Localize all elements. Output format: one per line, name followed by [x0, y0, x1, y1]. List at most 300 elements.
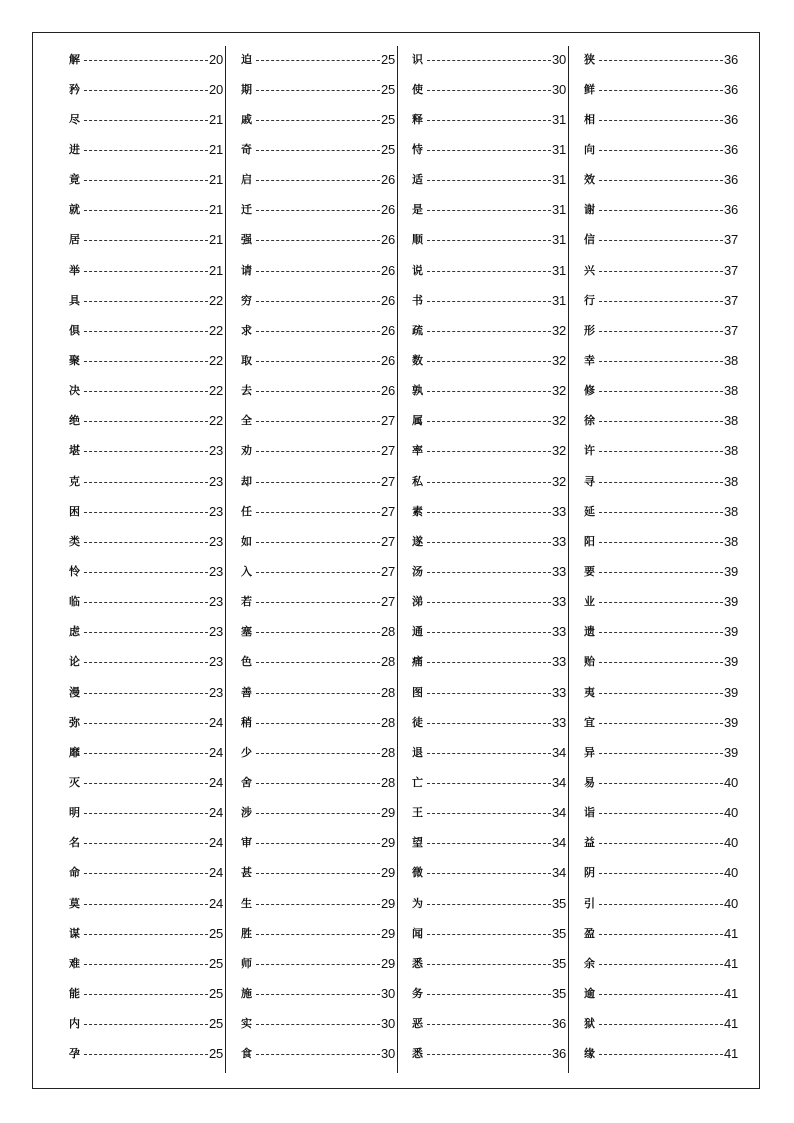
index-entry[interactable] [412, 255, 566, 285]
dot-leader [256, 391, 380, 392]
index-entry[interactable] [412, 767, 566, 797]
index-entry[interactable] [241, 195, 395, 225]
index-character: 俱 [69, 323, 80, 337]
index-entry[interactable] [412, 134, 566, 164]
index-entry[interactable] [69, 104, 223, 134]
index-entry[interactable] [584, 737, 738, 767]
index-entry[interactable] [241, 436, 395, 466]
index-character: 适 [412, 173, 423, 187]
index-entry[interactable] [69, 647, 223, 677]
index-entry[interactable] [412, 798, 566, 828]
index-entry[interactable] [584, 1039, 738, 1069]
index-entry[interactable] [412, 677, 566, 707]
index-character: 举 [69, 263, 80, 277]
index-entry[interactable] [69, 315, 223, 345]
index-entry[interactable] [584, 225, 738, 255]
index-character: 悉 [412, 956, 423, 970]
dot-leader [84, 934, 208, 935]
dot-leader [84, 391, 208, 392]
page-number: 25 [208, 1016, 223, 1032]
index-entry[interactable] [241, 647, 395, 677]
index-character: 相 [584, 112, 595, 126]
index-entry[interactable] [241, 44, 395, 74]
index-character: 师 [241, 956, 252, 970]
index-character: 莫 [69, 896, 80, 910]
dot-leader [427, 873, 551, 874]
index-entry[interactable] [412, 44, 566, 74]
index-entry[interactable] [69, 466, 223, 496]
index-entry[interactable] [241, 165, 395, 195]
index-entry[interactable] [69, 44, 223, 74]
index-entry[interactable] [241, 225, 395, 255]
index-character: 行 [584, 293, 595, 307]
page-number: 23 [208, 473, 223, 489]
index-entry[interactable] [412, 1009, 566, 1039]
index-entry[interactable] [584, 707, 738, 737]
column-divider [397, 46, 398, 1073]
index-character: 尽 [69, 112, 80, 126]
index-character: 实 [241, 1017, 252, 1031]
index-entry[interactable] [69, 376, 223, 406]
index-entry[interactable] [241, 496, 395, 526]
page-number: 23 [208, 533, 223, 549]
page-number: 28 [380, 624, 395, 640]
page-number: 34 [551, 805, 566, 821]
index-entry[interactable] [412, 1039, 566, 1069]
dot-leader [256, 512, 380, 513]
index-entry[interactable] [69, 677, 223, 707]
page-number: 25 [380, 81, 395, 97]
index-entry[interactable] [69, 617, 223, 647]
index-character: 易 [584, 775, 595, 789]
index-entry[interactable] [69, 406, 223, 436]
index-entry[interactable] [241, 858, 395, 888]
index-entry[interactable] [412, 285, 566, 315]
dot-leader [599, 512, 723, 513]
index-entry[interactable] [412, 195, 566, 225]
index-entry[interactable] [584, 556, 738, 586]
page-number: 29 [380, 955, 395, 971]
index-character: 徒 [412, 715, 423, 729]
index-character: 属 [412, 414, 423, 428]
page-number: 27 [380, 563, 395, 579]
dot-leader [599, 843, 723, 844]
page-number: 21 [208, 232, 223, 248]
index-entry[interactable] [241, 978, 395, 1008]
index-entry[interactable] [69, 225, 223, 255]
index-entry[interactable] [412, 315, 566, 345]
index-character: 启 [241, 173, 252, 187]
index-entry[interactable] [241, 74, 395, 104]
index-character: 狭 [584, 52, 595, 66]
dot-leader [599, 813, 723, 814]
page-number: 26 [380, 322, 395, 338]
page-number: 40 [723, 774, 738, 790]
index-entry[interactable] [69, 255, 223, 285]
index-entry[interactable] [412, 496, 566, 526]
dot-leader [599, 783, 723, 784]
index-entry[interactable] [412, 165, 566, 195]
index-entry[interactable] [412, 466, 566, 496]
index-character: 穷 [241, 293, 252, 307]
page-number: 36 [551, 1046, 566, 1062]
index-character: 闻 [412, 926, 423, 940]
dot-leader [427, 753, 551, 754]
page-number: 36 [723, 111, 738, 127]
index-entry[interactable] [584, 195, 738, 225]
index-entry[interactable] [412, 376, 566, 406]
index-character: 信 [584, 233, 595, 247]
page-number: 23 [208, 443, 223, 459]
dot-leader [84, 723, 208, 724]
dot-leader [427, 1024, 551, 1025]
index-character: 少 [241, 745, 252, 759]
index-entry[interactable] [584, 1009, 738, 1039]
index-entry[interactable] [69, 1039, 223, 1069]
dot-leader [427, 512, 551, 513]
index-character: 遗 [584, 625, 595, 639]
index-entry[interactable] [412, 647, 566, 677]
index-entry[interactable] [69, 285, 223, 315]
index-character: 困 [69, 504, 80, 518]
index-entry[interactable] [241, 587, 395, 617]
index-entry[interactable] [69, 888, 223, 918]
index-entry[interactable] [69, 556, 223, 586]
page-number: 30 [380, 985, 395, 1001]
page-number: 33 [551, 684, 566, 700]
dot-leader [599, 361, 723, 362]
index-character: 幸 [584, 353, 595, 367]
index-entry[interactable] [584, 376, 738, 406]
dot-leader [84, 150, 208, 151]
dot-leader [427, 421, 551, 422]
index-entry[interactable] [241, 376, 395, 406]
dot-leader [427, 60, 551, 61]
dot-leader [427, 150, 551, 151]
index-entry[interactable] [584, 828, 738, 858]
index-entry[interactable] [412, 828, 566, 858]
index-entry[interactable] [584, 255, 738, 285]
page-number: 27 [380, 503, 395, 519]
page-number: 32 [551, 322, 566, 338]
page-number: 23 [208, 624, 223, 640]
dot-leader [599, 90, 723, 91]
dot-leader [599, 602, 723, 603]
index-column-2 [241, 44, 395, 1069]
index-entry[interactable] [241, 767, 395, 797]
index-entry[interactable] [584, 285, 738, 315]
page-number: 40 [723, 865, 738, 881]
dot-leader [599, 662, 723, 663]
index-entry[interactable] [241, 828, 395, 858]
index-entry[interactable] [584, 74, 738, 104]
page-number: 31 [551, 262, 566, 278]
dot-leader [427, 783, 551, 784]
index-entry[interactable] [412, 737, 566, 767]
index-character: 释 [412, 112, 423, 126]
index-entry[interactable] [241, 1039, 395, 1069]
page-number: 26 [380, 262, 395, 278]
index-entry[interactable] [69, 587, 223, 617]
dot-leader [84, 542, 208, 543]
page-number: 37 [723, 322, 738, 338]
index-character: 图 [412, 685, 423, 699]
page-number: 21 [208, 111, 223, 127]
index-entry[interactable] [412, 406, 566, 436]
page-number: 37 [723, 232, 738, 248]
index-character: 就 [69, 203, 80, 217]
index-character: 宜 [584, 715, 595, 729]
dot-leader [256, 693, 380, 694]
page-number: 35 [551, 925, 566, 941]
index-character: 孰 [412, 384, 423, 398]
index-entry[interactable] [241, 104, 395, 134]
dot-leader [256, 753, 380, 754]
index-entry[interactable] [69, 737, 223, 767]
dot-leader [84, 90, 208, 91]
page-number: 25 [380, 51, 395, 67]
index-entry[interactable] [584, 798, 738, 828]
dot-leader [599, 994, 723, 995]
page-number: 21 [208, 141, 223, 157]
page-number: 23 [208, 503, 223, 519]
index-entry[interactable] [412, 225, 566, 255]
index-character: 却 [241, 474, 252, 488]
page-number: 28 [380, 714, 395, 730]
index-entry[interactable] [412, 436, 566, 466]
index-character: 恶 [412, 1017, 423, 1031]
index-entry[interactable] [412, 918, 566, 948]
index-entry[interactable] [241, 948, 395, 978]
index-entry[interactable] [69, 707, 223, 737]
index-entry[interactable] [584, 496, 738, 526]
index-entry[interactable] [69, 918, 223, 948]
index-entry[interactable] [69, 436, 223, 466]
index-entry[interactable] [584, 677, 738, 707]
index-character: 临 [69, 595, 80, 609]
index-entry[interactable] [584, 888, 738, 918]
index-entry[interactable] [241, 556, 395, 586]
dot-leader [256, 813, 380, 814]
index-entry[interactable] [584, 436, 738, 466]
index-entry[interactable] [69, 134, 223, 164]
dot-leader [84, 873, 208, 874]
index-entry[interactable] [241, 526, 395, 556]
index-character: 怜 [69, 564, 80, 578]
index-entry[interactable] [584, 134, 738, 164]
index-entry[interactable] [584, 44, 738, 74]
dot-leader [427, 120, 551, 121]
index-entry[interactable] [584, 647, 738, 677]
index-entry[interactable] [69, 948, 223, 978]
page-number: 24 [208, 835, 223, 851]
page-number: 29 [380, 835, 395, 851]
index-entry[interactable] [412, 707, 566, 737]
dot-leader [427, 994, 551, 995]
dot-leader [256, 60, 380, 61]
index-character: 徐 [584, 414, 595, 428]
index-entry[interactable] [241, 798, 395, 828]
index-entry[interactable] [412, 978, 566, 1008]
index-column-1 [69, 44, 223, 1069]
index-entry[interactable] [412, 556, 566, 586]
index-character: 务 [412, 986, 423, 1000]
index-entry[interactable] [412, 74, 566, 104]
index-character: 灭 [69, 775, 80, 789]
page-number: 22 [208, 322, 223, 338]
index-character: 迫 [241, 52, 252, 66]
page-number: 28 [380, 774, 395, 790]
index-character: 说 [412, 263, 423, 277]
index-entry[interactable] [584, 617, 738, 647]
index-character: 阴 [584, 866, 595, 880]
dot-leader [599, 753, 723, 754]
index-entry[interactable] [241, 406, 395, 436]
page-number: 22 [208, 383, 223, 399]
page-number: 35 [551, 985, 566, 1001]
dot-leader [256, 90, 380, 91]
index-character: 孕 [69, 1047, 80, 1061]
index-entry[interactable] [241, 315, 395, 345]
dot-leader [84, 210, 208, 211]
index-entry[interactable] [584, 767, 738, 797]
dot-leader [599, 632, 723, 633]
page-number: 21 [208, 202, 223, 218]
index-entry[interactable] [69, 828, 223, 858]
page-number: 29 [380, 895, 395, 911]
index-entry[interactable] [241, 707, 395, 737]
dot-leader [256, 271, 380, 272]
page-number: 27 [380, 413, 395, 429]
index-entry[interactable] [584, 858, 738, 888]
index-column-3 [412, 44, 566, 1069]
index-character: 使 [412, 82, 423, 96]
index-entry[interactable] [412, 345, 566, 375]
page-number: 34 [551, 835, 566, 851]
index-entry[interactable] [412, 617, 566, 647]
dot-leader [599, 120, 723, 121]
index-entry[interactable] [69, 798, 223, 828]
dot-leader [599, 873, 723, 874]
dot-leader [427, 934, 551, 935]
index-entry[interactable] [69, 74, 223, 104]
index-character: 胜 [241, 926, 252, 940]
index-entry[interactable] [584, 165, 738, 195]
index-entry[interactable] [584, 526, 738, 556]
dot-leader [427, 964, 551, 965]
dot-leader [84, 813, 208, 814]
index-entry[interactable] [241, 677, 395, 707]
index-entry[interactable] [584, 466, 738, 496]
index-entry[interactable] [241, 737, 395, 767]
page-number: 25 [208, 925, 223, 941]
index-character: 去 [241, 384, 252, 398]
index-entry[interactable] [584, 587, 738, 617]
page-number: 39 [723, 654, 738, 670]
index-entry[interactable] [241, 466, 395, 496]
index-character: 色 [241, 655, 252, 669]
index-entry[interactable] [241, 888, 395, 918]
page-number: 37 [723, 292, 738, 308]
page-number: 23 [208, 563, 223, 579]
index-entry[interactable] [412, 526, 566, 556]
index-entry[interactable] [412, 888, 566, 918]
index-entry[interactable] [241, 1009, 395, 1039]
page-number: 25 [380, 141, 395, 157]
page-number: 25 [208, 985, 223, 1001]
index-entry[interactable] [412, 104, 566, 134]
index-character: 率 [412, 444, 423, 458]
dot-leader [599, 934, 723, 935]
index-character: 素 [412, 504, 423, 518]
index-entry[interactable] [584, 406, 738, 436]
index-character: 名 [69, 836, 80, 850]
index-entry[interactable] [584, 918, 738, 948]
index-entry[interactable] [412, 948, 566, 978]
dot-leader [599, 904, 723, 905]
index-entry[interactable] [241, 285, 395, 315]
index-entry[interactable] [584, 978, 738, 1008]
page-number: 41 [723, 985, 738, 1001]
dot-leader [84, 240, 208, 241]
index-character: 数 [412, 353, 423, 367]
index-entry[interactable] [69, 1009, 223, 1039]
dot-leader [256, 994, 380, 995]
dot-leader [84, 331, 208, 332]
index-entry[interactable] [584, 315, 738, 345]
index-entry[interactable] [584, 948, 738, 978]
page-number: 30 [551, 51, 566, 67]
index-entry[interactable] [69, 978, 223, 1008]
index-entry[interactable] [241, 134, 395, 164]
index-entry[interactable] [584, 104, 738, 134]
page-number: 38 [723, 473, 738, 489]
dot-leader [599, 542, 723, 543]
page-number: 29 [380, 865, 395, 881]
index-entry[interactable] [69, 496, 223, 526]
index-entry[interactable] [69, 767, 223, 797]
index-entry[interactable] [241, 255, 395, 285]
dot-leader [599, 572, 723, 573]
index-entry[interactable] [69, 165, 223, 195]
index-entry[interactable] [412, 587, 566, 617]
dot-leader [256, 482, 380, 483]
index-entry[interactable] [412, 858, 566, 888]
index-entry[interactable] [241, 345, 395, 375]
index-entry[interactable] [241, 617, 395, 647]
index-character: 善 [241, 685, 252, 699]
dot-leader [84, 602, 208, 603]
index-character: 弥 [69, 715, 80, 729]
index-character: 逾 [584, 986, 595, 1000]
page-number: 26 [380, 292, 395, 308]
dot-leader [256, 873, 380, 874]
index-entry[interactable] [584, 345, 738, 375]
index-entry[interactable] [69, 526, 223, 556]
dot-leader [84, 632, 208, 633]
index-character: 退 [412, 745, 423, 759]
index-entry[interactable] [69, 858, 223, 888]
index-entry[interactable] [69, 345, 223, 375]
dot-leader [427, 240, 551, 241]
dot-leader [427, 813, 551, 814]
index-character: 通 [412, 625, 423, 639]
page-number: 33 [551, 594, 566, 610]
index-character: 要 [584, 564, 595, 578]
index-entry[interactable] [241, 918, 395, 948]
page-number: 26 [380, 232, 395, 248]
index-entry[interactable] [69, 195, 223, 225]
